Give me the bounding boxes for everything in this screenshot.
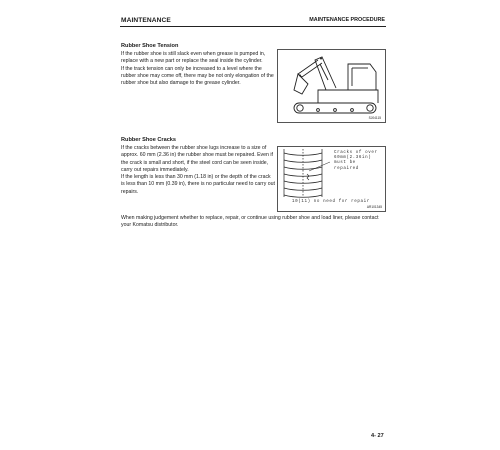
cracks-line: carry out repairs immediately. [121, 166, 189, 173]
excavator-illustration [278, 50, 385, 122]
tension-line: rubber shoe may come off, there may be not only elongation of the [121, 72, 274, 79]
cracks-line: If the cracks between the rubber shoe lugs increase to a size of [121, 145, 267, 151]
judgement-line: your Komatsu distributor. [121, 222, 179, 229]
cracks-heading: Rubber Shoe Cracks [121, 137, 177, 143]
tension-line: If the track tension can only be increased to a level where the [121, 65, 262, 72]
cracks-line: repairs. [121, 188, 139, 195]
tension-line: replace with a new part or replace the seal inside the cylinder. [121, 58, 263, 65]
tension-line: If the rubber shoe is still slack even when grease is pumped in, [121, 51, 266, 57]
cracks-line: approx. 60 mm (2.36 in) the rubber shoe must be repaired. Even if [121, 152, 273, 159]
chapter-title: MAINTENANCE PROCEDURE [309, 17, 385, 23]
crack-note-line: Cracks of over [334, 151, 378, 155]
judgement-paragraph [121, 215, 379, 230]
tension-paragraph [121, 51, 274, 87]
crack-note-line: must be [334, 161, 356, 166]
cracks-line: is less than 10 mm (0.39 in), there is no particular need to carry out [121, 181, 275, 188]
figure-code: SJ04115 [368, 116, 381, 120]
cracks-paragraph [121, 145, 275, 196]
header-rule [120, 26, 386, 27]
crack-note-line: repaired [334, 166, 359, 171]
cracks-line: If the length is less than 30 mm (1.18 in) or the depth of the crack [121, 174, 271, 181]
crack-note-line: 60mm(2.36in) [334, 156, 372, 161]
section-title: MAINTENANCE [121, 17, 171, 24]
judgement-line: When making judgement whether to replace, repair, or continue using rubber shoe and load liner, please contact [121, 215, 379, 221]
page-number: 4- 27 [371, 433, 384, 439]
tension-line: rubber shoe but also damage to the grease cylinder. [121, 80, 241, 87]
crack-figure [277, 146, 386, 212]
cracks-line: the crack is small and short, if the steel cord can be seen inside, [121, 159, 269, 166]
figure-code: AR101345 [366, 205, 382, 209]
crack-note [334, 151, 378, 172]
tension-heading: Rubber Shoe Tension [121, 43, 179, 49]
crack-bottom-note: 10(11) no need for repair [292, 200, 370, 204]
excavator-figure [277, 49, 386, 123]
